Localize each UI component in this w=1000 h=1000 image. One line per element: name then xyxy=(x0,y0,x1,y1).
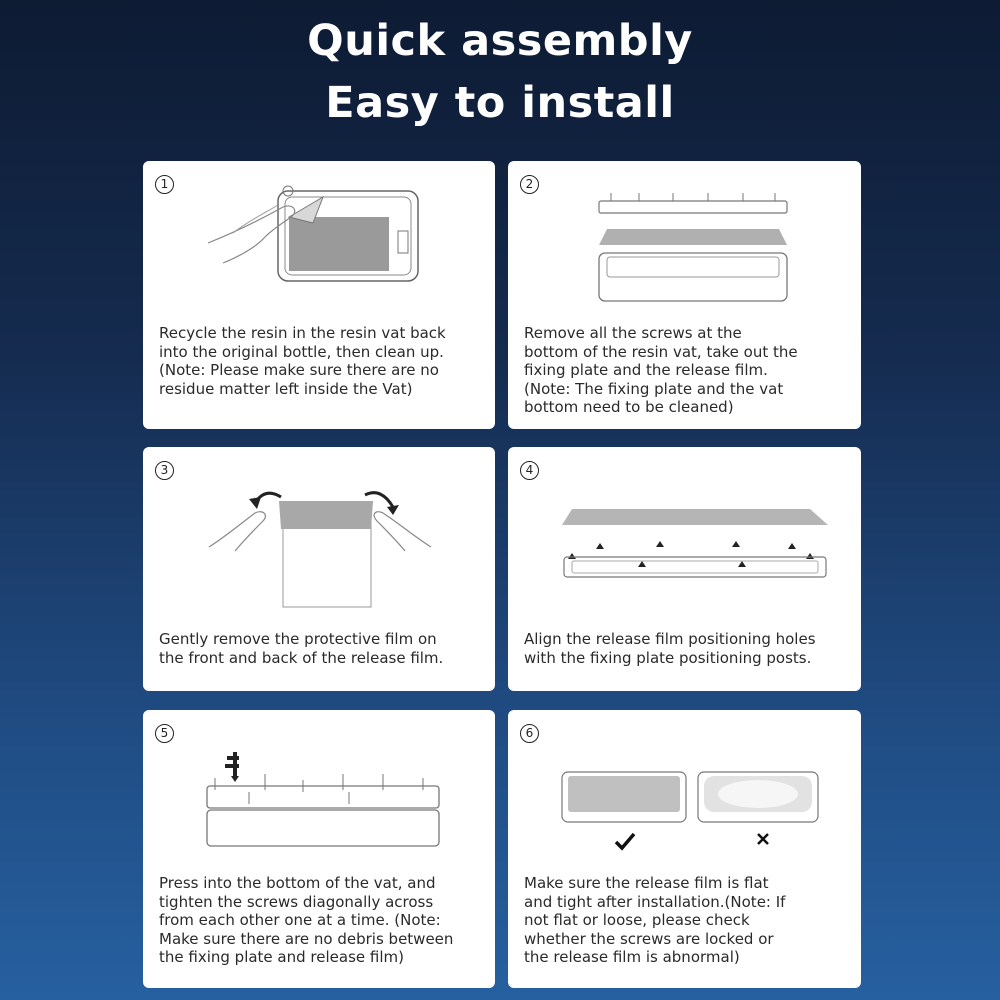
step-number-1: 1 xyxy=(155,175,174,194)
title-line-1: Quick assembly xyxy=(307,16,693,66)
step-card-6 xyxy=(508,710,861,988)
step-number-2: 2 xyxy=(520,175,539,194)
step-text-6: Make sure the release film is flat and tight after installation.(Note: If not flat or loose, please check whether the screws are locked or the release film is abnormal) xyxy=(524,874,786,966)
step-text-3: Gently remove the protective film on the front and back of the release film. xyxy=(159,630,444,667)
step-number-4: 4 xyxy=(520,461,539,480)
film-aligning-plate-icon xyxy=(560,505,830,580)
step-text-5: Press into the bottom of the vat, and tighten the screws diagonally across from each other one at a time. (Note: Make sure there are no debris between the fixing plate and release film) xyxy=(159,874,454,966)
step-card-3 xyxy=(143,447,495,691)
flat-vs-loose-film-icon xyxy=(560,768,820,858)
step-number-3: 3 xyxy=(155,461,174,480)
screwdriver-vat-icon xyxy=(203,750,443,850)
vat-exploded-view-icon xyxy=(593,189,793,305)
hand-peeling-vat-icon xyxy=(203,183,433,293)
step-number-6: 6 xyxy=(520,724,539,743)
step-card-1 xyxy=(143,161,495,429)
hands-removing-film-icon xyxy=(205,489,435,609)
step-text-1: Recycle the resin in the resin vat back into the original bottle, then clean up. (Note: Please make sure there are no residue matter left inside the Vat) xyxy=(159,324,446,398)
step-card-2 xyxy=(508,161,861,429)
step-text-4: Align the release film positioning holes with the fixing plate positioning posts. xyxy=(524,630,816,667)
step-number-5: 5 xyxy=(155,724,174,743)
step-card-4 xyxy=(508,447,861,691)
step-text-2: Remove all the screws at the bottom of the resin vat, take out the fixing plate and the release film. (Note: The fixing plate and the vat bottom need to be cleaned) xyxy=(524,324,798,416)
step-card-5 xyxy=(143,710,495,988)
title-line-2: Easy to install xyxy=(325,78,675,128)
